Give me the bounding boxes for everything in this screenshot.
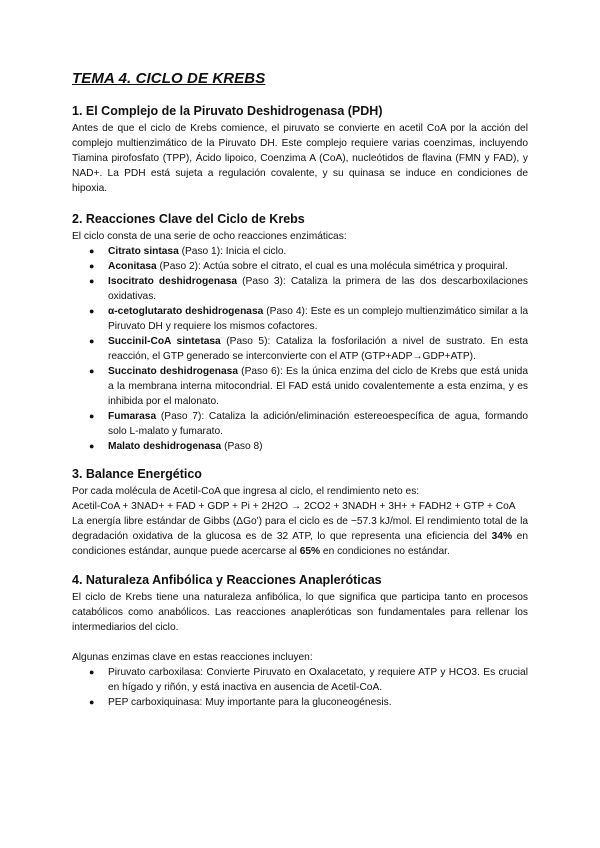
enzyme-desc: (Paso 5): Cataliza la fosforilación a nivel de sustrato. En esta reacción, el GTP generado se interconvierte con el ATP (GTP+ADP→GDP+ATP). <box>108 336 529 362</box>
text-span: La energía libre estándar de Gibbs (ΔGo') para el ciclo es de −57.3 kJ/mol. El rendimiento total de la degradación oxidativa de la glucosa es de 32 ATP, lo que representa una eficiencia del <box>72 516 528 542</box>
enzyme-desc: (Paso 2): Actúa sobre el citrato, el cual es una molécula simétrica y proquiral. <box>156 261 508 272</box>
list-item <box>72 274 528 304</box>
enzyme-desc: (Paso 3): Cataliza la primera de las dos descarboxilaciones oxidativas. <box>108 276 529 302</box>
bullet-icon: ● <box>89 411 95 421</box>
section-1-heading: 1. El Complejo de la Piruvato Deshidrogenasa (PDH) <box>72 104 383 118</box>
text-span: en condiciones estándar, aunque puede acercarse al <box>72 531 528 557</box>
enzyme-name: Aconitasa <box>108 261 157 272</box>
list-item <box>72 695 528 710</box>
bullet-icon: ● <box>89 276 95 286</box>
text-span: en condiciones no estándar. <box>320 546 450 557</box>
list-item-text: Piruvato carboxilasa: Convierte Piruvato en Oxalacetato, y requiere ATP y HCO3. Es crucial en hígado y riñón, y está inactiva en ausencia de Acetil-CoA. <box>108 667 528 693</box>
section-3-line1: Por cada molécula de Acetil-CoA que ingresa al ciclo, el rendimiento neto es: <box>72 486 420 497</box>
enzyme-name: Isocitrato deshidrogenasa <box>108 276 238 287</box>
enzyme-name: Succinato deshidrogenasa <box>108 366 238 377</box>
list-item <box>72 244 528 259</box>
section-4-intro: Algunas enzimas clave en estas reacciones incluyen: <box>72 652 313 663</box>
enzyme-list <box>72 244 528 454</box>
bullet-icon: ● <box>89 667 95 677</box>
list-item <box>72 409 528 439</box>
enzyme-desc: (Paso 7): Cataliza la adición/eliminación estereoespecífica de agua, formando solo L-malato y fumarato. <box>108 411 528 437</box>
bullet-icon: ● <box>89 261 95 271</box>
enzyme-name: Succinil-CoA sintetasa <box>108 336 221 347</box>
section-4-heading: 4. Naturaleza Anfibólica y Reacciones Anapleróticas <box>72 573 382 587</box>
list-item <box>72 665 528 695</box>
document-title: TEMA 4. CICLO DE KREBS <box>72 70 266 87</box>
bullet-icon: ● <box>89 697 95 707</box>
enzyme-desc: (Paso 1): Inicia el ciclo. <box>178 246 287 257</box>
efficiency-standard: 34% <box>491 531 513 542</box>
document-page <box>72 70 528 710</box>
enzyme-name: Citrato sintasa <box>108 246 179 257</box>
section-2-intro: El ciclo consta de una serie de ocho reacciones enzimáticas: <box>72 231 347 242</box>
section-3-paragraph <box>72 514 528 559</box>
section-4-paragraph: El ciclo de Krebs tiene una naturaleza anfibólica, lo que significa que participa tanto en procesos catabólicos como anabólicos. Las reacciones anapleróticas son fundamentales para rellenar los intermediarios del ciclo. <box>72 592 528 633</box>
list-item <box>72 304 528 334</box>
section-1-paragraph: Antes de que el ciclo de Krebs comience, el piruvato se convierte en acetil CoA por la acción del complejo multienzimático de la Piruvato DH. Este complejo requiere varias coenzimas, incluyendo Tiamina pirofosfato (TPP), Ácido lipoico, Coenzima A (CoA), nucleótidos de flavina (FMN y FAD), y NAD+. La PDH está sujeta a regulación covalente, y su quinasa se induce en condiciones de hipoxia. <box>72 123 528 194</box>
anaplerotic-enzyme-list <box>72 665 528 710</box>
section-3-heading: 3. Balance Energético <box>72 467 202 481</box>
bullet-icon: ● <box>89 306 95 316</box>
bullet-icon: ● <box>89 441 95 451</box>
list-item <box>72 364 528 409</box>
enzyme-desc: (Paso 8) <box>221 441 263 452</box>
section-2-heading: 2. Reacciones Clave del Ciclo de Krebs <box>72 212 305 226</box>
bullet-icon: ● <box>89 366 95 376</box>
enzyme-name: Malato deshidrogenasa <box>108 441 222 452</box>
list-item-text: PEP carboxiquinasa: Muy importante para la gluconeogénesis. <box>108 697 392 708</box>
enzyme-name: Fumarasa <box>108 411 157 422</box>
enzyme-name: α-cetoglutarato deshidrogenasa <box>108 306 264 317</box>
efficiency-nonstandard: 65% <box>299 546 321 557</box>
bullet-icon: ● <box>89 246 95 256</box>
list-item <box>72 334 528 364</box>
list-item <box>72 439 528 454</box>
bullet-icon: ● <box>89 336 95 346</box>
list-item <box>72 259 528 274</box>
enzyme-desc: (Paso 4): Este es un complejo multienzimático similar a la Piruvato DH y requiere los mismos cofactores. <box>108 306 529 332</box>
enzyme-desc: (Paso 6): Es la única enzima del ciclo de Krebs que está unida a la membrana interna mitocondrial. El FAD está unido covalentemente a esta enzima, y es inhibida por el malonato. <box>108 366 528 407</box>
energy-equation: Acetil-CoA + 3NAD+ + FAD + GDP + Pi + 2H2O → 2CO2 + 3NADH + 3H+ + FADH2 + GTP + CoA <box>72 501 516 512</box>
